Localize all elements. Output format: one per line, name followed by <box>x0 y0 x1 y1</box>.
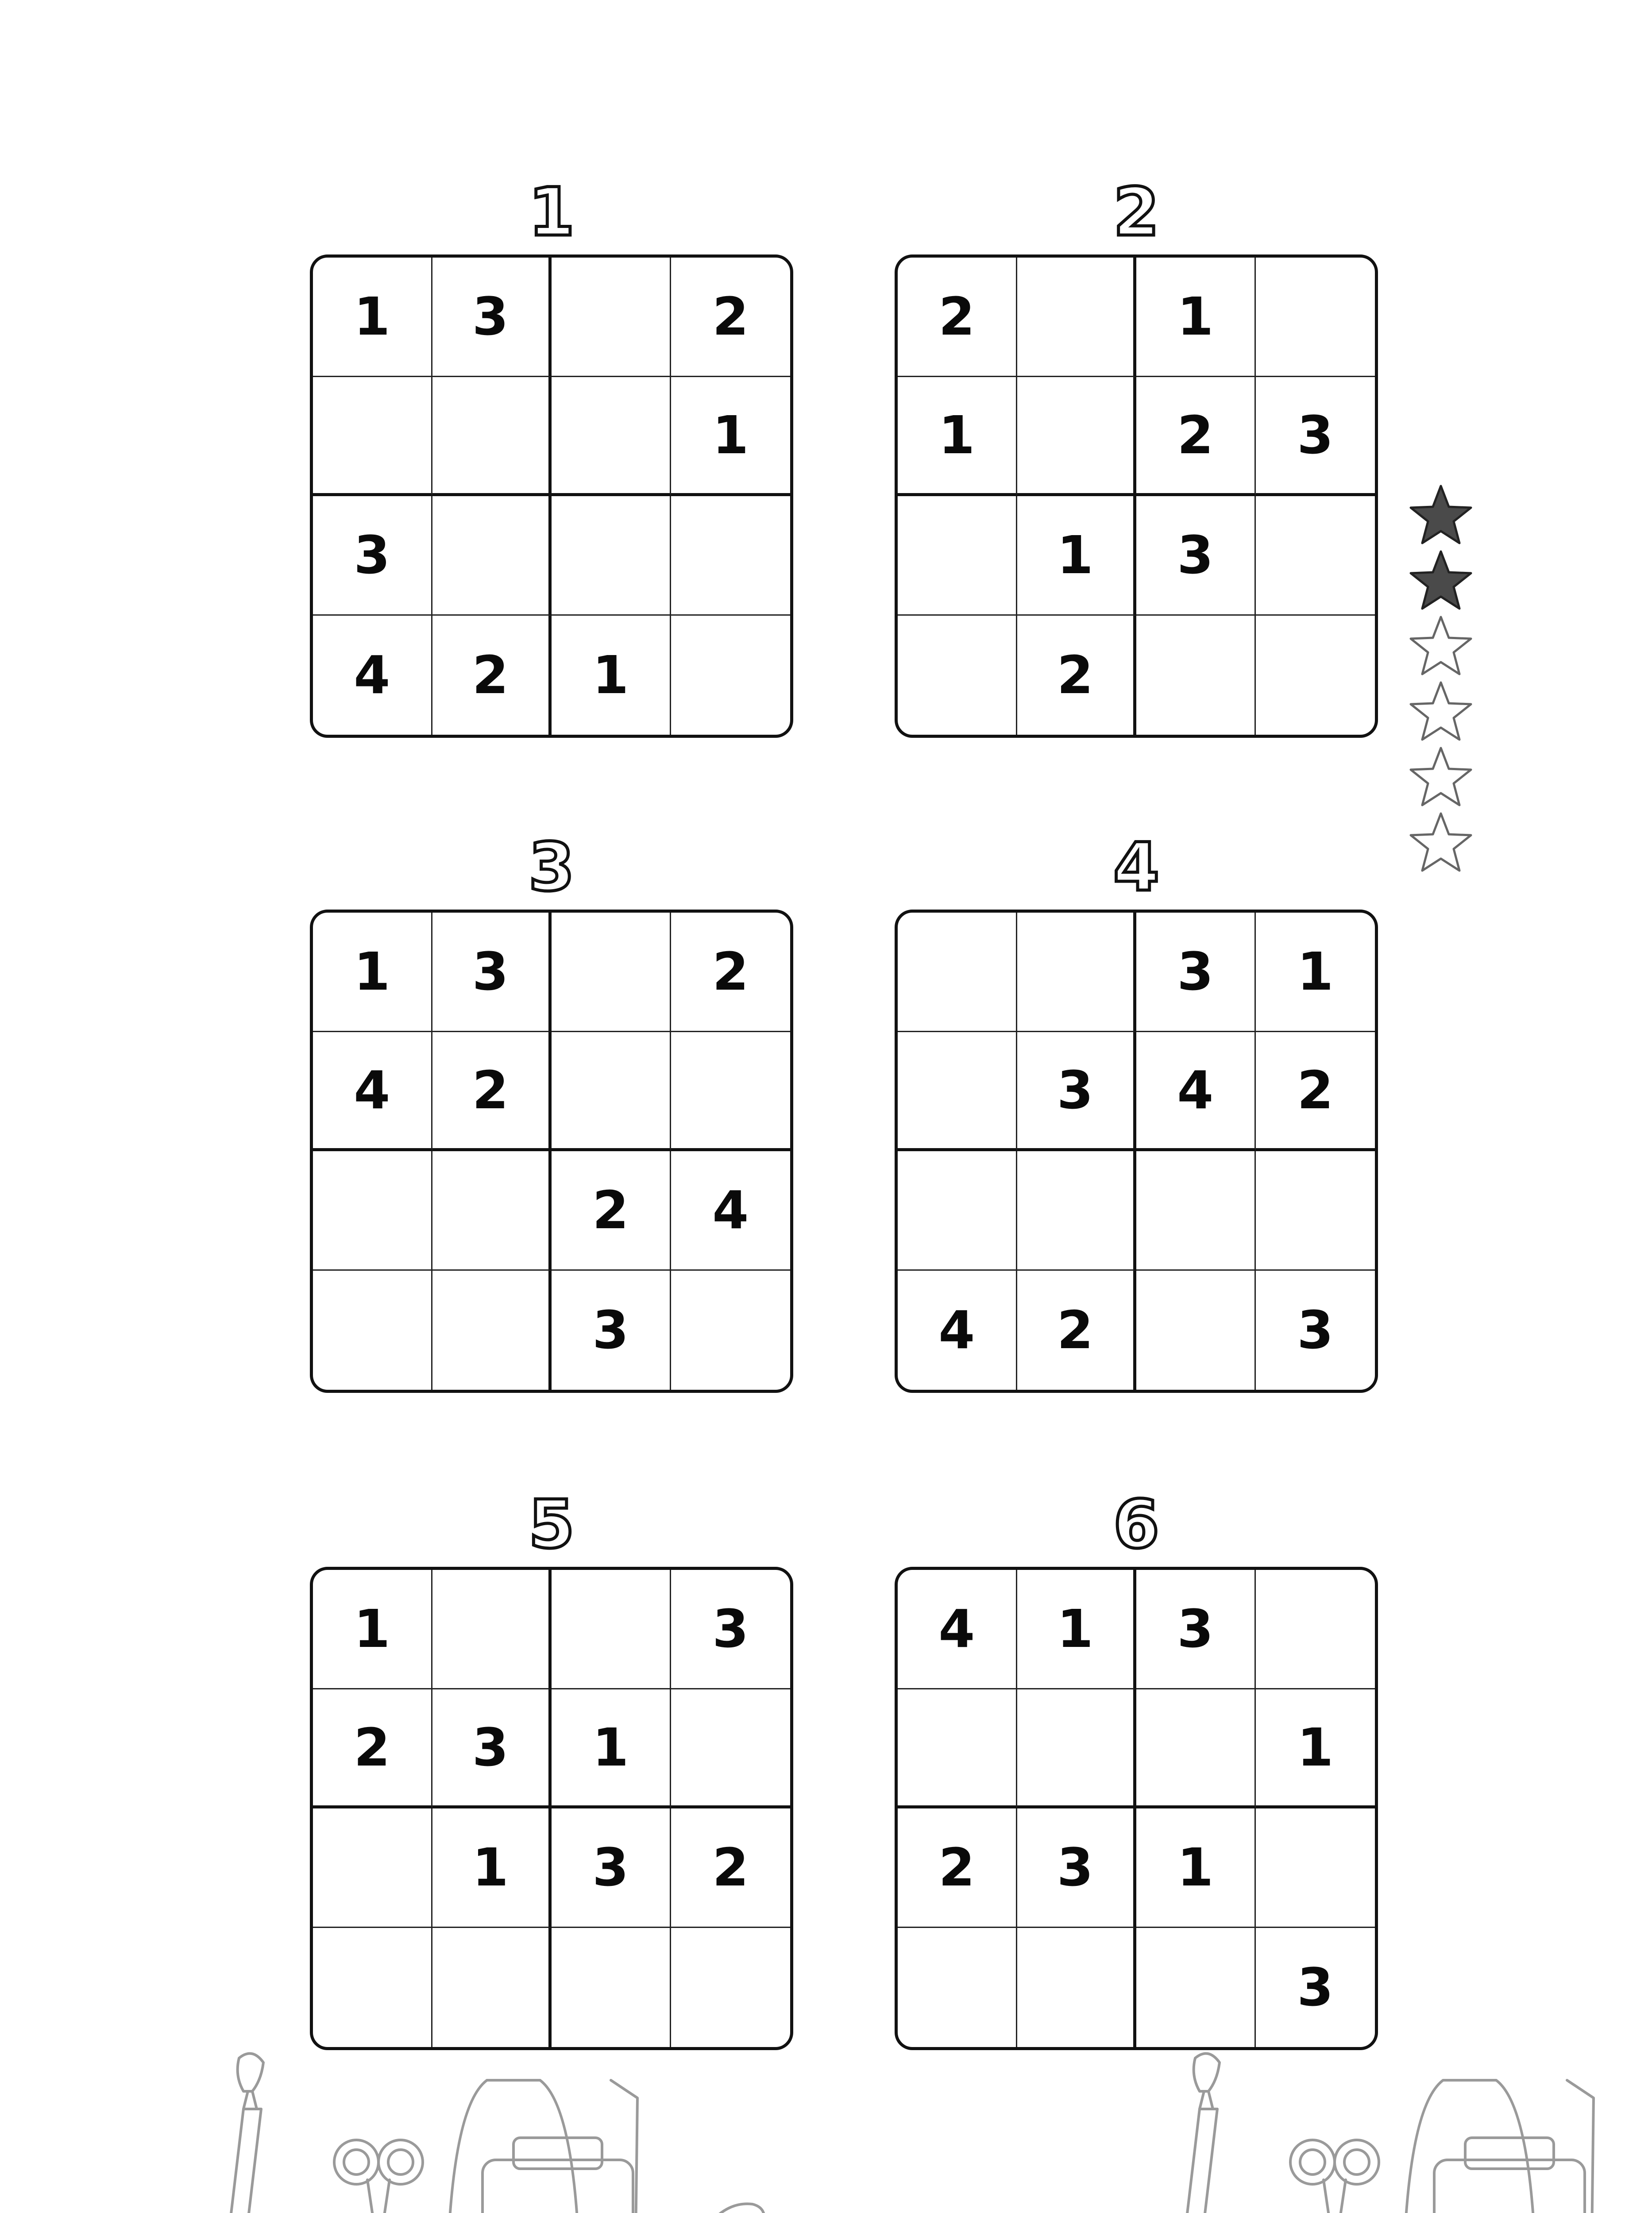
grid-cell: 3 <box>1017 1032 1137 1152</box>
stapler-icon <box>691 2204 764 2213</box>
grid-cell <box>1256 496 1375 616</box>
grid-cell <box>671 1689 791 1809</box>
grid-cell <box>432 1151 552 1271</box>
grid-cell: 4 <box>898 1271 1017 1390</box>
grid-cell <box>1017 1151 1137 1271</box>
grid-cell <box>552 1032 671 1152</box>
star-outline-icon <box>1408 810 1474 875</box>
grid-cell <box>1256 1151 1375 1271</box>
grid-cell <box>1256 616 1375 735</box>
grid-cell <box>552 1928 671 2047</box>
grid-cell: 3 <box>1136 1570 1256 1689</box>
sudoku-grid <box>310 254 793 738</box>
grid-cell <box>1136 1928 1256 2047</box>
grid-cell <box>898 1928 1017 2047</box>
grid-cell <box>671 616 791 735</box>
grid-cell <box>671 496 791 616</box>
grid-cell <box>432 496 552 616</box>
grid-cell: 2 <box>671 1808 791 1928</box>
grid-cell <box>552 496 671 616</box>
star-outline-icon <box>1408 744 1474 810</box>
grid-cell: 3 <box>432 913 552 1032</box>
grid-cell: 2 <box>898 258 1017 377</box>
grid-cell <box>898 1032 1017 1152</box>
sudoku-grid <box>310 910 793 1393</box>
difficulty-rating <box>1408 482 1474 875</box>
grid-cell <box>432 1570 552 1689</box>
grid-cell <box>1017 913 1137 1032</box>
grid-cell <box>432 1271 552 1390</box>
grid-cell <box>1136 1271 1256 1390</box>
grid-cell <box>313 1151 432 1271</box>
grid-cell <box>898 913 1017 1032</box>
grid-cell: 2 <box>432 1032 552 1152</box>
grid-cell <box>898 1689 1017 1809</box>
grid-cell <box>898 1151 1017 1271</box>
grid-cell: 3 <box>552 1271 671 1390</box>
puzzle-number: 3 <box>528 829 575 906</box>
grid-cell <box>671 1928 791 2047</box>
puzzle-number: 2 <box>1113 174 1160 251</box>
grid-cell <box>313 377 432 497</box>
grid-cell: 4 <box>313 1032 432 1152</box>
grid-cell: 2 <box>898 1808 1017 1928</box>
grid-cell: 1 <box>552 616 671 735</box>
backpack-icon <box>1403 2080 1594 2213</box>
grid-cell: 2 <box>671 913 791 1032</box>
grid-cell <box>1256 1808 1375 1928</box>
paintbrush-icon <box>1180 2054 1220 2213</box>
star-filled-icon <box>1408 482 1474 548</box>
grid-cell <box>671 1271 791 1390</box>
grid-cell: 3 <box>1256 377 1375 497</box>
grid-cell: 1 <box>1017 1570 1137 1689</box>
grid-cell <box>898 616 1017 735</box>
grid-cell: 3 <box>1297 1299 1334 1361</box>
grid-cell <box>1017 1928 1137 2047</box>
grid-cell: 3 <box>1136 496 1256 616</box>
grid-cell <box>313 1928 432 2047</box>
sudoku-grid <box>895 1567 1378 2050</box>
sudoku-grid <box>895 254 1378 738</box>
grid-cell: 3 <box>552 1808 671 1928</box>
grid-cell <box>1017 1689 1137 1809</box>
grid-cell: 3 <box>1017 1808 1137 1928</box>
grid-cell: 1 <box>1136 1808 1256 1928</box>
grid-cell: 2 <box>1017 616 1137 735</box>
grid-cell: 3 <box>1136 913 1256 1032</box>
grid-cell <box>552 377 671 497</box>
sudoku-grid <box>310 1567 793 2050</box>
school-supplies-decoration <box>0 2045 1652 2213</box>
grid-cell: 1 <box>1017 496 1137 616</box>
puzzle-number: 1 <box>528 174 575 251</box>
grid-cell: 1 <box>1256 913 1375 1032</box>
grid-cell <box>313 1271 432 1390</box>
grid-cell <box>1017 258 1137 377</box>
grid-cell: 1 <box>1256 1689 1375 1809</box>
grid-cell <box>1017 377 1137 497</box>
grid-cell: 1 <box>313 913 432 1032</box>
grid-cell <box>552 258 671 377</box>
grid-cell <box>552 1570 671 1689</box>
star-outline-icon <box>1408 679 1474 744</box>
grid-cell: 2 <box>1017 1271 1137 1390</box>
grid-cell <box>1136 1151 1256 1271</box>
grid-cell: 3 <box>432 258 552 377</box>
grid-cell: 1 <box>432 1808 552 1928</box>
sudoku-grid <box>895 910 1378 1393</box>
grid-cell: 1 <box>552 1689 671 1809</box>
grid-cell <box>1256 1570 1375 1689</box>
grid-cell: 1 <box>1136 258 1256 377</box>
puzzle-number: 6 <box>1113 1486 1160 1563</box>
puzzle-number: 4 <box>1113 829 1160 906</box>
grid-cell: 2 <box>552 1151 671 1271</box>
backpack-icon <box>447 2080 637 2213</box>
grid-cell <box>898 496 1017 616</box>
grid-cell <box>552 913 671 1032</box>
grid-cell: 2 <box>432 616 552 735</box>
grid-cell <box>1256 258 1375 377</box>
grid-cell <box>432 377 552 497</box>
star-outline-icon <box>1408 613 1474 679</box>
paintbrush-icon <box>224 2054 263 2213</box>
grid-cell <box>313 1808 432 1928</box>
grid-cell <box>1136 1689 1256 1809</box>
star-filled-icon <box>1408 548 1474 613</box>
scissors-icon <box>334 2140 423 2213</box>
grid-cell: 2 <box>671 258 791 377</box>
grid-cell: 1 <box>313 1570 432 1689</box>
grid-cell: 3 <box>1297 1957 1334 2018</box>
grid-cell: 3 <box>313 496 432 616</box>
grid-cell: 2 <box>313 1689 432 1809</box>
grid-cell: 4 <box>1136 1032 1256 1152</box>
grid-cell <box>671 1032 791 1152</box>
grid-cell <box>432 1928 552 2047</box>
grid-cell <box>1136 616 1256 735</box>
puzzle-number: 5 <box>528 1486 575 1563</box>
grid-cell: 1 <box>671 377 791 497</box>
grid-cell: 1 <box>313 258 432 377</box>
grid-cell: 2 <box>1256 1032 1375 1152</box>
grid-cell: 4 <box>898 1570 1017 1689</box>
grid-cell: 4 <box>313 616 432 735</box>
scissors-icon <box>1290 2140 1379 2213</box>
grid-cell: 4 <box>671 1151 791 1271</box>
grid-cell: 3 <box>432 1689 552 1809</box>
grid-cell: 2 <box>1136 377 1256 497</box>
grid-cell: 1 <box>898 377 1017 497</box>
grid-cell: 3 <box>671 1570 791 1689</box>
